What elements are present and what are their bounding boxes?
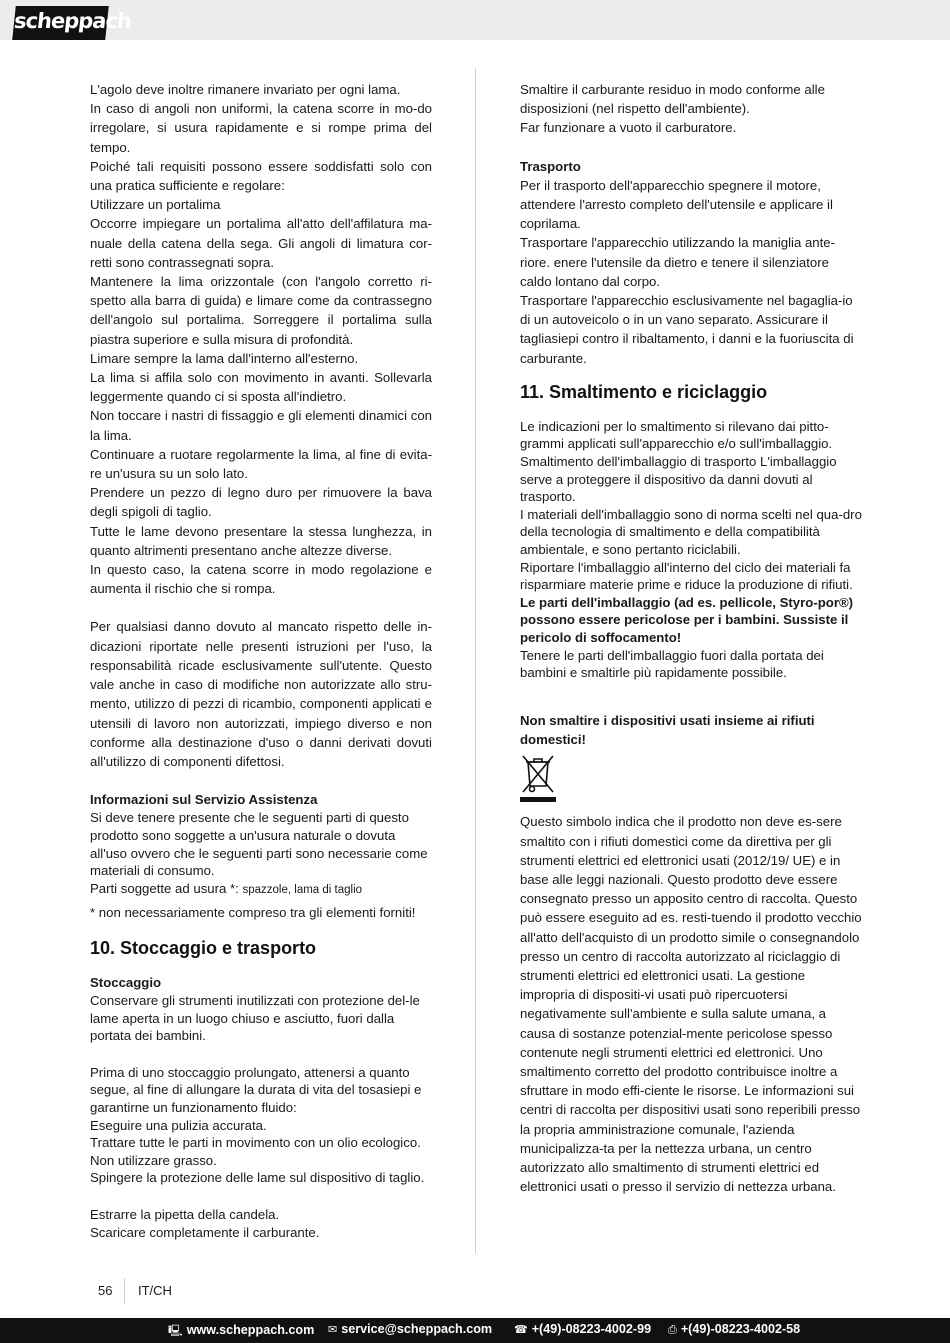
paragraph: Continuare a ruotare regolarmente la lima, al fine di evita-re un'usura su un solo lato. [90,446,432,482]
storage-paragraph: Conservare gli strumenti inutilizzati con protezione del-le lame aperta in un luogo chiuso e asciutto, fuori dalla portata dei bambini. [90,993,420,1044]
email-link[interactable]: service@scheppach.com [341,1322,493,1336]
paragraph: Estrarre la pipetta della candela. [90,1207,280,1223]
paragraph: Prima di uno stoccaggio prolungato, attenersi a quanto segue, al fine di allungare la durata di vita del tosasiepi e garantirne un funzionamento fluido: [90,1064,422,1116]
service-heading: Informazioni sul Servizio Assistenza [90,792,318,808]
phone-number[interactable]: +(49)-08223-4002-99 [531,1322,652,1336]
paragraph: Far funzionare a vuoto il carburatore. [520,120,737,136]
column-divider [475,68,476,1253]
paragraph: Non toccare i nastri di fissaggio e gli elementi dinamici con la lima. [90,408,432,443]
weee-paragraph: Questo simbolo indica che il prodotto non deve es-sere smaltito con i rifiuti domestici come da direttiva per gli strumenti elettrici ed elettronici usati (2012/19/ UE) e in base alle leggi nazionali. Questo prodotto deve essere consegnato presso un apposito centro di raccolta. Questo può essere eseguito ad es. resti-tuendo il prodotto vecchio all'atto dell'acquisto di un prodotto simile o consegnandolo presso un centro di raccolta autorizzato al riciclaggio di strumenti elettrici ed elettronici usati. La gestione impropria di dispositi-vi usati può ripercuotersi negativamente sull'ambiente e sulla salute umana, a causa di sostanze potenzial-mente pericolose spesso contenute negli strumenti elettrici ed elettronici. Uno smaltimento corretto del prodotto contribuisce inoltre a sfruttare in modo effi-ciente le risorse. Le informazioni sui centri di raccolta per dispositivi usati sono reperibili presso la propria amministrazione comunale, l'azienda municipalizza-ta per la nettezza urbana, un centro autorizzato allo smaltimento di strumenti elettrici ed elettronici usati o presso il servizio di nettezza urbana. [520,814,862,1195]
fax-number[interactable]: +(49)-08223-4002-58 [680,1322,801,1336]
paragraph: Per il trasporto dell'apparecchio spegnere il motore, attendere l'arresto completo dell'utensile e applicare il coprilama. [520,177,833,232]
language-code: IT/CH [138,1283,172,1298]
paragraph: Prendere un pezzo di legno duro per rimuovere la bava degli spigoli di taglio. [90,485,432,520]
liability-paragraph: Per qualsiasi danno dovuto al mancato rispetto delle in-dicazioni riportate nelle presenti istruzioni per l'uso, la responsabilità ricade esclusivamente sull'utente. Questo vale anche in caso di modifiche non autorizzate allo stru-mento, utilizzo di pezzi di ricambio, componenti applicati e utensili di lavoro non autorizzati, impiego diverso e non conforme alla destinazione d'uso o danni derivati dovuti all'utilizzo di componenti difettosi. [90,619,432,769]
transport-heading: Trasporto [520,158,581,174]
paragraph: Eseguire una pulizia accurata. [90,1117,267,1133]
paragraph: Mantenere la lima orizzontale (con l'angolo corretto ri-spetto alla barra di guida) e limare come da contrassegno dell'angolo sul portalima. Sorreggere il portalima sulla piastra superiore e sulla misura di profondità. [90,274,432,347]
left-column [90,80,432,1241]
header-band [0,0,950,40]
email-contact[interactable] [328,1322,492,1336]
paragraph: Trattare tutte le parti in movimento con un olio ecologico. [90,1135,421,1151]
phone-contact[interactable] [514,1322,651,1336]
paragraph: Non utilizzare grasso. [90,1152,217,1168]
page-number: 56 [98,1283,113,1298]
section-10-title: 10. Stoccaggio e trasporto [90,938,317,959]
contact-bar [0,1318,950,1343]
paragraph: Limare sempre la lama dall'interno all'esterno. [90,350,359,366]
paragraph: L'agolo deve inoltre rimanere invariato per ogni lama. [90,82,401,97]
service-paragraph: Si deve tenere presente che le seguenti parti di questo prodotto sono soggette a un'usura naturale o dovuta all'uso ovvero che le seguenti parti sono necessarie come materiali di consumo. [90,810,428,879]
paragraph: Smaltire il carburante residuo in modo conforme alle disposizioni (nel rispetto dell'ambiente). [520,82,825,117]
weee-heading: Non smaltire i dispositivi usati insieme ai rifiuti domestici! [520,712,815,747]
wear-note: * non necessariamente compreso tra gli elementi forniti! [90,905,416,921]
computer-icon: 🖳 [168,1324,183,1337]
storage-heading: Stoccaggio [90,975,162,991]
paragraph: Tutte le lame devono presentare la stessa lunghezza, in quanto altrimenti presentano anche altezze diverse. [90,523,432,558]
scheppach-logo: scheppach [12,6,109,40]
wear-parts-value: spazzole, lama di taglio [242,883,363,896]
paragraph: In caso di angoli non uniformi, la catena scorre in mo-do irregolare, si usura rapidamente e si rompe prima del tempo. [90,101,432,155]
wear-parts-line [90,880,432,900]
fax-icon: ⎙ [668,1323,677,1336]
paragraph: Trasportare l'apparecchio utilizzando la maniglia ante-riore. enere l'utensile da dietro e tenere il silenziatore caldo lontano dal corpo. [520,235,836,289]
wear-parts-label: Parti soggette ad usura *: [90,880,239,896]
paragraph: La lima si affila solo con movimento in avanti. Sollevarla leggermente quando ci si sposta all'indietro. [90,370,432,405]
paragraph: Trasportare l'apparecchio esclusivamente nel bagaglia-io di un autoveicolo o in un vano separato. Assicurare il tagliasiepi contro il ribaltamento, i danni e la fuoriuscita di carburante. [520,293,854,366]
right-column [520,80,862,1196]
paragraph: Scaricare completamente il carburante. [90,1224,320,1240]
website-link[interactable]: www.scheppach.com [186,1323,315,1337]
paragraph: Le indicazioni per lo smaltimento si rilevano dai pitto-grammi applicati sull'apparecchio e/o sull'imballaggio. [520,418,833,452]
website-contact[interactable] [168,1322,314,1341]
footer-separator [124,1278,125,1304]
packaging-advice: Tenere le parti dell'imballaggio fuori dalla portata dei bambini e smaltirle più rapidamente possibile. [520,647,824,681]
paragraph: In questo caso, la catena scorre in modo regolazione e aumenta il rischio che si rompa. [90,562,432,597]
envelope-icon: ✉ [328,1323,338,1336]
paragraph: Utilizzare un portalima [90,197,221,213]
paragraph: Riportare l'imballaggio all'interno del ciclo dei materiali fa risparmiare materie prime e riduce la produzione di rifiuti. [520,559,853,593]
packaging-warning: Le parti dell'imballaggio (ad es. pellicole, Styro-por®) possono essere pericolose per i bambini. Sussiste il pericolo di soffocamento! [520,594,854,645]
paragraph: Occorre impiegare un portalima all'atto dell'affilatura ma-nuale della catena della sega. Gli angoli di limatura cor-retti sono contrassegnati sopra. [90,216,432,270]
telephone-icon: ☎ [514,1323,528,1336]
paragraph: Poiché tali requisiti possono essere soddisfatti solo con una pratica sufficiente e regolare: [90,158,432,194]
fax-contact[interactable] [668,1322,800,1337]
crossed-out-wheelie-bin-icon [520,753,556,803]
paragraph: Spingere la protezione delle lame sul dispositivo di taglio. [90,1170,425,1186]
paragraph: I materiali dell'imballaggio sono di norma scelti nel qua-dro della tecnologia di smaltimento e della compatibilità ambientale, e sono pertanto riciclabili. [520,506,862,557]
section-11-title: 11. Smaltimento e riciclaggio [520,381,768,402]
paragraph: Smaltimento dell'imballaggio di trasporto L'imballaggio serve a proteggere il dispositivo da danni dovuti al trasporto. [520,454,837,505]
